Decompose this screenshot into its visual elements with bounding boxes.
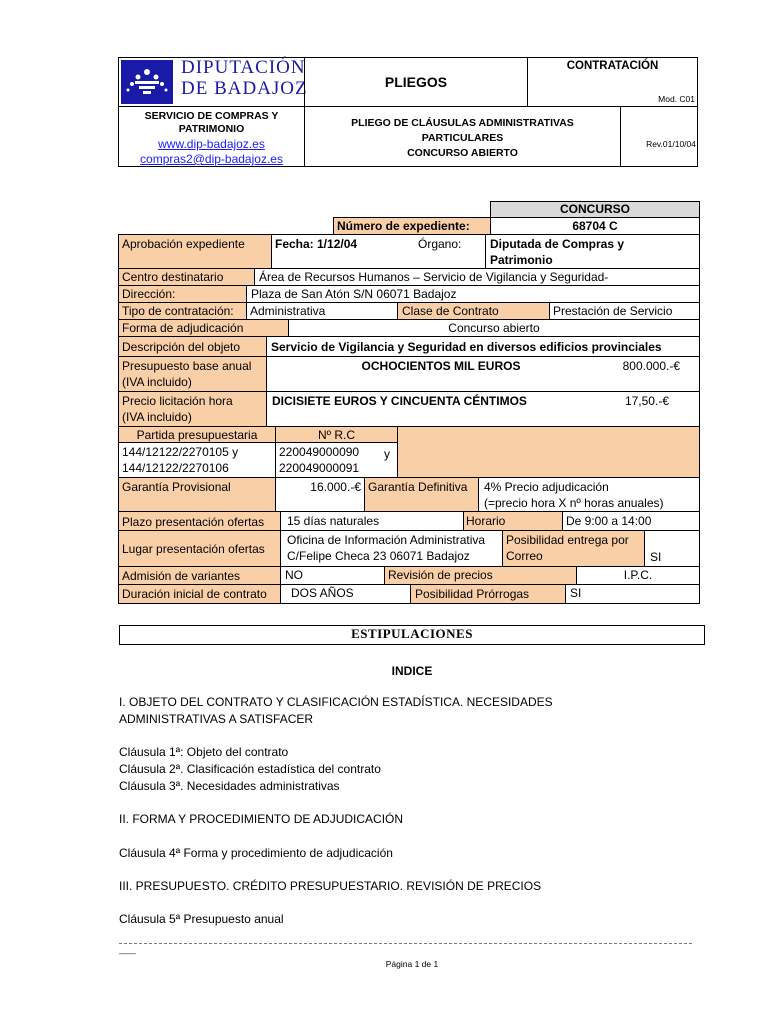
duracion-label: Duración inicial de contrato [122, 587, 267, 601]
revision-precios-label: Revisión de precios [388, 568, 493, 582]
contratacion-title: CONTRATACIÓN [566, 60, 659, 72]
partida-label: Partida presupuestaria [136, 428, 258, 442]
precio-label-line2: (IVA incluido) [122, 410, 192, 424]
lugar-line1: Oficina de Información Administrativa [287, 533, 486, 547]
garantia-provisional-value: 16.000.-€ [310, 480, 361, 494]
horario-value: De 9:00 a 14:00 [566, 514, 652, 528]
precio-amount: 17,50.-€ [624, 394, 669, 408]
garantia-definitiva-label: Garantía Definitiva [368, 480, 468, 494]
logo-text-line1: DIPUTACIÓN [181, 57, 306, 78]
presupuesto-label-line1: Presupuesto base anual [122, 359, 252, 373]
mod-code: Mod. C01 [658, 94, 695, 104]
organo-line2: Patrimonio [490, 253, 553, 267]
email-link[interactable]: compras2@dip-badajoz.es [140, 152, 283, 166]
footer-rule [119, 943, 692, 944]
forma-value: Concurso abierto [448, 321, 540, 335]
correo-value: SI [650, 550, 662, 564]
revision-cell [620, 106, 698, 167]
clausula-5: Cláusula 5ª Presupuesto anual [119, 912, 284, 926]
garantia-definitiva-line1: 4% Precio adjudicación [484, 480, 609, 494]
lugar-label: Lugar presentación ofertas [122, 542, 265, 556]
descripcion-label: Descripción del objeto [122, 340, 241, 354]
aprobacion-fecha: Fecha: 1/12/04 [275, 237, 358, 251]
tipo-value: Administrativa [250, 304, 326, 318]
section-1-heading-line1: I. OBJETO DEL CONTRATO Y CLASIFICACIÓN ESTADÍSTICA. NECESIDADES [119, 695, 553, 709]
duracion-value: DOS AÑOS [291, 586, 354, 600]
clase-value: Prestación de Servicio [553, 304, 673, 318]
rc-line1: 220049000090 [279, 445, 360, 459]
garantia-definitiva-line2: (=precio hora X nº horas anuales) [484, 496, 664, 510]
section-1-heading-line2: ADMINISTRATIVAS A SATISFACER [119, 712, 314, 726]
variantes-value: NO [285, 568, 303, 582]
clausula-3: Cláusula 3ª. Necesidades administrativas [119, 779, 340, 793]
correo-label-line1: Posibilidad entrega por [506, 533, 629, 547]
variantes-label: Admisión de variantes [122, 569, 241, 583]
website-link[interactable]: www.dip-badajoz.es [158, 137, 265, 151]
clase-label: Clase de Contrato [402, 304, 499, 318]
prorrogas-value: SI [570, 586, 582, 600]
forma-label: Forma de adjudicación [122, 321, 244, 335]
precio-text: DICISIETE EUROS Y CINCUENTA CÉNTIMOS [272, 394, 527, 408]
centro-value: Área de Recursos Humanos – Servicio de Vigilancia y Seguridad- [259, 270, 609, 284]
revision-precios-value: I.P.C. [623, 568, 653, 582]
partida-line1: 144/12122/2270105 y [122, 445, 239, 459]
organo-label: Órgano: [418, 237, 462, 251]
plazo-label: Plazo presentación ofertas [122, 515, 265, 529]
precio-label-line1: Precio licitación hora [122, 394, 233, 408]
expediente-value: 68704 C [572, 219, 618, 233]
centro-label: Centro destinatario [122, 270, 224, 284]
rc-y: y [384, 447, 390, 461]
partida-line2: 144/12122/2270106 [122, 461, 229, 475]
horario-label: Horario [466, 514, 506, 528]
presupuesto-amount: 800.000.-€ [622, 359, 680, 373]
pliegos-title: PLIEGOS [384, 74, 448, 90]
footer-rule-continuation: ___ [119, 944, 136, 955]
estipulaciones-heading: ESTIPULACIONES [351, 626, 473, 641]
organo-line1: Diputada de Compras y [490, 237, 625, 251]
rc-label: Nº R.C [317, 428, 356, 442]
plazo-value: 15 días naturales [287, 514, 380, 528]
aprobacion-label: Aprobación expediente [122, 237, 245, 251]
presupuesto-text: OCHOCIENTOS MIL EUROS [361, 359, 521, 373]
indice-heading: INDICE [391, 664, 433, 678]
section-2-heading: II. FORMA Y PROCEDIMIENTO DE ADJUDICACIÓN [119, 812, 404, 826]
pliego-description-line3: CONCURSO ABIERTO [407, 147, 518, 159]
section-3-heading: III. PRESUPUESTO. CRÉDITO PRESUPUESTARIO. REVISIÓN DE PRECIOS [119, 879, 542, 893]
servicio-name-line2: PATRIMONIO [178, 123, 245, 135]
clausula-2: Cláusula 2ª. Clasificación estadística del contrato [119, 762, 381, 776]
descripcion-value: Servicio de Vigilancia y Seguridad en diversos edificios provinciales [271, 340, 662, 354]
pliego-description-line1: PLIEGO DE CLÁUSULAS ADMINISTRATIVAS [351, 117, 574, 129]
clausula-4: Cláusula 4ª Forma y procedimiento de adjudicación [119, 846, 393, 860]
lugar-line2: C/Felipe Checa 23 06071 Badajoz [287, 549, 470, 563]
correo-label-line2: Correo [506, 549, 543, 563]
direccion-value: Plaza de San Atón S/N 06071 Badajoz [251, 287, 457, 301]
prorrogas-label: Posibilidad Prórrogas [415, 587, 530, 601]
prorrogas-value-cell [565, 584, 700, 604]
concurso-label: CONCURSO [559, 202, 630, 216]
logo-text-line2: DE BADAJOZ [181, 78, 308, 99]
revision-code: Rev.01/10/04 [646, 139, 696, 149]
page-number: Página 1 de 1 [385, 959, 439, 969]
direccion-label: Dirección: [122, 287, 176, 301]
tipo-label: Tipo de contratación: [122, 304, 234, 318]
servicio-name-line1: SERVICIO DE COMPRAS Y [144, 110, 279, 122]
pliego-description-line2: PARTICULARES [421, 132, 504, 144]
presupuesto-label-line2: (IVA incluido) [122, 375, 192, 389]
clausula-1: Cláusula 1ª: Objeto del contrato [119, 745, 289, 759]
rc-line2: 220049000091 [279, 461, 360, 475]
expediente-label: Número de expediente: [337, 219, 470, 233]
diputacion-logo-icon [121, 60, 173, 104]
garantia-provisional-label: Garantía Provisional [122, 480, 231, 494]
